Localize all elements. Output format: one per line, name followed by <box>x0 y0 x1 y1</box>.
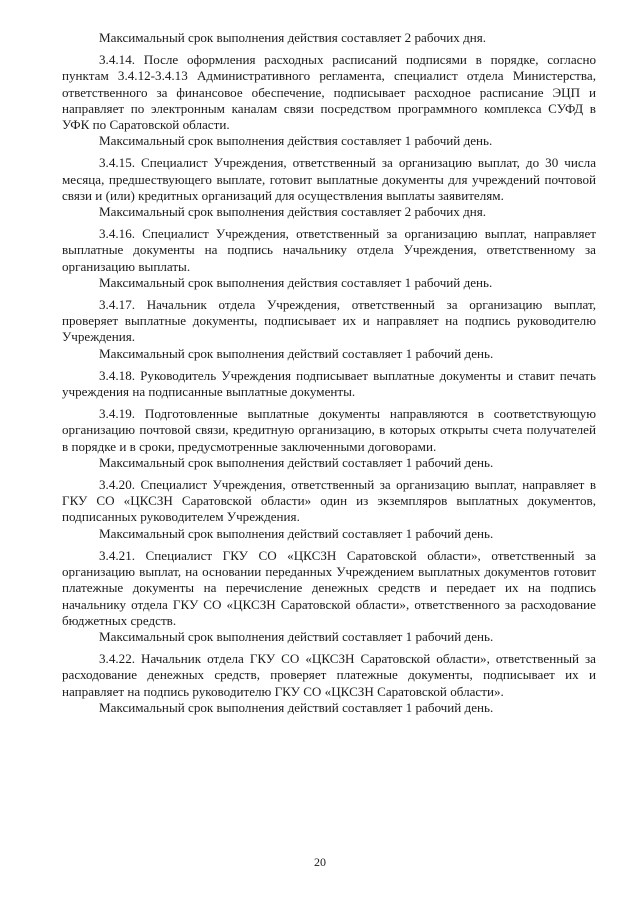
paragraph-17: 3.4.22. Начальник отдела ГКУ СО «ЦКСЗН Саратовской области», ответственный за расходование денежных средств, проверяет платежные документы, подписывает их и направляет на подпись руководителю ГКУ СО «ЦКСЗН Саратовской области». <box>62 651 596 699</box>
paragraph-2: 3.4.14. После оформления расходных расписаний подписями в порядке, согласно пунктам 3.4.12-3.4.13 Административного регламента, специалист отдела Министерства, ответственного за финансовое обеспечение, подписывает расходное расписание ЭЦП и направляет по электронным каналам связи посредством программного комплекса СУФД в УФК по Саратовской области. <box>62 52 596 133</box>
paragraph-3: Максимальный срок выполнения действия составляет 1 рабочий день. <box>99 133 493 149</box>
paragraph-16: Максимальный срок выполнения действий составляет 1 рабочий день. <box>99 628 494 644</box>
paragraph-5: Максимальный срок выполнения действия составляет 2 рабочих дня. <box>99 204 487 220</box>
paragraph-11: 3.4.19. Подготовленные выплатные документы направляются в соответствующую организацию почтовой связи, кредитную организацию, в которых открыты счета получателей в порядке и в сроки, предусмотренные заключенными договорами. <box>62 406 596 454</box>
paragraph-13: 3.4.20. Специалист Учреждения, ответственный за организацию выплат, направляет в ГКУ СО «ЦКСЗН Саратовской области» один из экземпляров выплатных документов, подписанных руководителем Учреждения. <box>62 477 596 525</box>
paragraph-6: 3.4.16. Специалист Учреждения, ответственный за организацию выплат, направляет выплатные документы на подпись начальнику отдела Учреждения, ответственному за организацию выплаты. <box>62 226 596 274</box>
paragraph-15: 3.4.21. Специалист ГКУ СО «ЦКСЗН Саратовской области», ответственный за организацию выплат, на основании переданных Учреждением выплатных документов готовит платежные документы на перечисление денежных средств и передает их на подпись начальнику отдела ГКУ СО «ЦКСЗН Саратовской области», ответственного за расходование бюджетных средств. <box>62 547 596 628</box>
paragraph-8: 3.4.17. Начальник отдела Учреждения, ответственный за организацию выплат, проверяет выплатные документы, подписывает их и направляет на подпись руководителю Учреждения. <box>62 297 596 345</box>
page-number: 20 <box>314 855 326 869</box>
paragraph-7: Максимальный срок выполнения действия составляет 1 рабочий день. <box>99 274 493 290</box>
paragraph-9: Максимальный срок выполнения действий составляет 1 рабочий день. <box>99 345 494 361</box>
paragraph-14: Максимальный срок выполнения действий составляет 1 рабочий день. <box>99 525 494 541</box>
page-content <box>62 30 596 716</box>
paragraph-12: Максимальный срок выполнения действий составляет 1 рабочий день. <box>99 454 494 470</box>
paragraph-18: Максимальный срок выполнения действий составляет 1 рабочий день. <box>99 699 494 715</box>
paragraph-1: Максимальный срок выполнения действия составляет 2 рабочих дня. <box>99 30 487 45</box>
paragraph-10: 3.4.18. Руководитель Учреждения подписывает выплатные документы и ставит печать учреждения на подписанные выплатные документы. <box>62 367 596 400</box>
paragraph-4: 3.4.15. Специалист Учреждения, ответственный за организацию выплат, до 30 числа месяца, предшествующего выплате, готовит выплатные документы для учреждений почтовой связи и (или) кредитных организаций для осуществления выплаты заявителям. <box>62 155 596 203</box>
